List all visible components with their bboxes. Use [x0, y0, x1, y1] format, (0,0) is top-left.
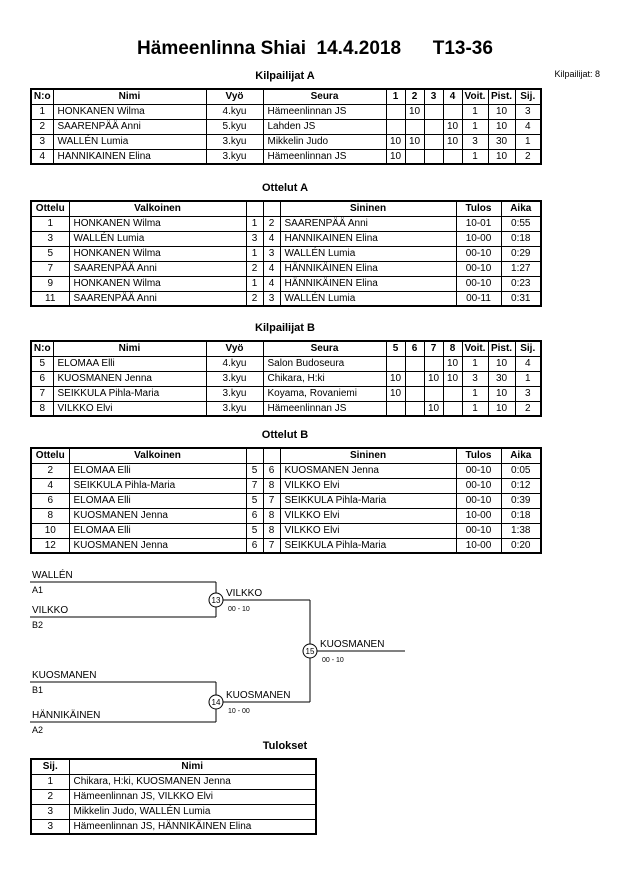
table-cell: 10 — [424, 371, 443, 386]
table-cell: 10-00 — [456, 538, 501, 553]
table-row — [31, 149, 541, 164]
table-cell: Koyama, Rovaniemi — [263, 386, 386, 401]
table-row — [31, 463, 541, 478]
table-cell: 5 — [246, 523, 263, 538]
table-cell: 8 — [263, 508, 280, 523]
column-header: Seura — [263, 341, 386, 356]
table-cell: 00-11 — [456, 291, 501, 306]
table-cell: 1 — [462, 149, 488, 164]
column-header — [263, 201, 280, 216]
table-cell — [405, 401, 424, 416]
column-header: Valkoinen — [69, 448, 246, 463]
table-cell: Hämeenlinnan JS — [263, 104, 386, 119]
table-cell: 10 — [488, 104, 515, 119]
table-cell: WALLÉN Lumia — [280, 246, 456, 261]
table-cell: 0:31 — [501, 291, 541, 306]
table-cell: 3 — [31, 134, 53, 149]
section-title-kilpailijat-b: Kilpailijat B — [255, 322, 315, 334]
table-cell: 1 — [462, 356, 488, 371]
table-cell — [443, 386, 462, 401]
section-title-kilpailijat-a: Kilpailijat A — [255, 70, 315, 82]
table-cell: SAARENPÄÄ Anni — [69, 291, 246, 306]
table-row — [31, 261, 541, 276]
table-cell: HONKANEN Wilma — [69, 276, 246, 291]
table-cell: 5 — [246, 493, 263, 508]
table-cell — [424, 356, 443, 371]
ottelut-b-table — [30, 447, 542, 554]
table-row — [31, 104, 541, 119]
column-header: Valkoinen — [69, 201, 246, 216]
table-cell: 30 — [488, 371, 515, 386]
table-cell: 10-00 — [456, 508, 501, 523]
table-cell — [405, 356, 424, 371]
table-row — [31, 231, 541, 246]
table-cell: 1 — [462, 104, 488, 119]
table-cell: HANNIKAINEN Elina — [280, 231, 456, 246]
table-cell: 10 — [488, 356, 515, 371]
table-cell: 8 — [31, 401, 53, 416]
table-cell: 0:23 — [501, 276, 541, 291]
column-header: Nimi — [69, 759, 316, 774]
table-cell: Salon Budoseura — [263, 356, 386, 371]
table-cell: 2 — [31, 463, 69, 478]
column-header — [246, 448, 263, 463]
header-row — [31, 448, 541, 463]
bracket-slot-seed: A2 — [32, 725, 44, 735]
column-header: Tulos — [456, 201, 501, 216]
tulokset-table — [30, 758, 317, 835]
table-cell — [386, 119, 405, 134]
table-cell: 3 — [246, 231, 263, 246]
column-header: Seura — [263, 89, 386, 104]
table-cell: 10 — [386, 371, 405, 386]
table-row — [31, 774, 316, 789]
column-header: Vyö — [206, 89, 263, 104]
table-cell: Chikara, H:ki, KUOSMANEN Jenna — [69, 774, 316, 789]
match-13-winner: VILKKO — [226, 588, 263, 599]
column-header: 4 — [443, 89, 462, 104]
table-cell: ELOMAA Elli — [69, 523, 246, 538]
table-cell: 4 — [263, 231, 280, 246]
table-cell: 1 — [462, 386, 488, 401]
table-cell: Hämeenlinnan JS, VILKKO Elvi — [69, 789, 316, 804]
table-cell: 8 — [31, 508, 69, 523]
ottelut-a-table — [30, 200, 542, 307]
table-row — [31, 276, 541, 291]
table-row — [31, 401, 541, 416]
table-cell: 4.kyu — [206, 356, 263, 371]
table-cell — [405, 119, 424, 134]
table-cell: HANNIKAINEN Elina — [53, 149, 206, 164]
table-cell — [424, 386, 443, 401]
table-cell: SEIKKULA Pihla-Maria — [280, 538, 456, 553]
table-cell: 3 — [462, 371, 488, 386]
table-cell: SAARENPÄÄ Anni — [69, 261, 246, 276]
header-row — [31, 201, 541, 216]
table-cell: 10-00 — [456, 231, 501, 246]
table-cell: 10 — [386, 149, 405, 164]
table-cell: 11 — [31, 291, 69, 306]
table-cell — [443, 149, 462, 164]
table-cell: 10 — [488, 386, 515, 401]
match-14-winner: KUOSMANEN — [226, 690, 291, 701]
column-header: Aika — [501, 201, 541, 216]
bracket-slot-seed: A1 — [32, 585, 44, 595]
table-cell: 10 — [386, 134, 405, 149]
table-cell: 2 — [515, 149, 541, 164]
table-row — [31, 291, 541, 306]
table-cell: 3 — [263, 291, 280, 306]
column-header: Nimi — [53, 89, 206, 104]
column-header: N:o — [31, 89, 53, 104]
table-cell: 10 — [405, 134, 424, 149]
content — [30, 70, 540, 835]
table-cell — [405, 149, 424, 164]
table-cell — [405, 386, 424, 401]
table-cell: 1:38 — [501, 523, 541, 538]
table-cell: SAARENPÄÄ Anni — [53, 119, 206, 134]
table-cell: 00-10 — [456, 478, 501, 493]
table-row — [31, 493, 541, 508]
table-cell: HONKANEN Wilma — [53, 104, 206, 119]
table-cell: 2 — [263, 216, 280, 231]
page-title: Hämeenlinna Shiai 14.4.2018 T13-36 — [137, 38, 493, 59]
table-cell: 00-10 — [456, 523, 501, 538]
table-cell: HONKANEN Wilma — [69, 246, 246, 261]
table-cell: 1 — [515, 134, 541, 149]
table-cell: KUOSMANEN Jenna — [69, 538, 246, 553]
table-row — [31, 246, 541, 261]
table-cell — [443, 401, 462, 416]
table-cell: 4.kyu — [206, 104, 263, 119]
table-cell: 6 — [263, 463, 280, 478]
table-cell: 2 — [31, 119, 53, 134]
table-cell: Mikkelin Judo, WALLÉN Lumia — [69, 804, 316, 819]
table-cell: Mikkelin Judo — [263, 134, 386, 149]
table-cell: Chikara, H:ki — [263, 371, 386, 386]
table-cell: VILKKO Elvi — [280, 478, 456, 493]
table-cell — [424, 104, 443, 119]
table-row — [31, 134, 541, 149]
table-cell — [424, 119, 443, 134]
table-cell: 8 — [263, 523, 280, 538]
table-cell: 10 — [443, 371, 462, 386]
table-cell: Lahden JS — [263, 119, 386, 134]
table-cell: 1 — [246, 246, 263, 261]
table-cell: 1 — [246, 276, 263, 291]
bracket-slot-seed: B1 — [32, 685, 44, 695]
table-cell — [424, 134, 443, 149]
table-cell: 3.kyu — [206, 401, 263, 416]
table-cell: 1 — [462, 401, 488, 416]
table-cell: 1 — [31, 774, 69, 789]
column-header: 5 — [386, 341, 405, 356]
table-cell: 5.kyu — [206, 119, 263, 134]
match-15-winner: KUOSMANEN — [320, 639, 385, 650]
table-cell: 00-10 — [456, 246, 501, 261]
table-row — [31, 478, 541, 493]
column-header: Sij. — [515, 89, 541, 104]
table-cell: 2 — [515, 401, 541, 416]
competitors-count: Kilpailijat: 8 — [554, 69, 600, 79]
table-row — [31, 216, 541, 231]
table-row — [31, 386, 541, 401]
column-header: Aika — [501, 448, 541, 463]
table-cell: 3 — [462, 134, 488, 149]
table-cell: KUOSMANEN Jenna — [69, 508, 246, 523]
match-14-number: 14 — [211, 698, 221, 707]
bracket-slot-name: KUOSMANEN — [32, 670, 97, 681]
table-cell: 5 — [246, 463, 263, 478]
table-cell: WALLÉN Lumia — [69, 231, 246, 246]
table-cell: 3 — [263, 246, 280, 261]
table-row — [31, 356, 541, 371]
table-cell: 30 — [488, 134, 515, 149]
table-cell: 1 — [462, 119, 488, 134]
table-cell: 4 — [515, 356, 541, 371]
column-header: Nimi — [53, 341, 206, 356]
table-cell: 3 — [31, 819, 69, 834]
table-cell: SAARENPÄÄ Anni — [280, 216, 456, 231]
column-header: Vyö — [206, 341, 263, 356]
table-cell: 4 — [263, 276, 280, 291]
table-cell — [443, 104, 462, 119]
match-13-score: 00 - 10 — [228, 606, 250, 613]
section-title-ottelut-a: Ottelut A — [261, 182, 309, 194]
table-cell: 10 — [488, 119, 515, 134]
table-cell: 1 — [246, 216, 263, 231]
final-bracket — [30, 560, 540, 738]
table-cell: 6 — [31, 493, 69, 508]
table-cell: VILKKO Elvi — [53, 401, 206, 416]
table-cell: 0:18 — [501, 231, 541, 246]
table-cell: 4 — [31, 149, 53, 164]
table-row — [31, 819, 316, 834]
table-cell: 0:39 — [501, 493, 541, 508]
table-cell: Hämeenlinnan JS — [263, 149, 386, 164]
header-row — [31, 341, 541, 356]
table-cell: 0:55 — [501, 216, 541, 231]
column-header: N:o — [31, 341, 53, 356]
table-cell: 0:12 — [501, 478, 541, 493]
column-header: 3 — [424, 89, 443, 104]
table-cell: 3.kyu — [206, 134, 263, 149]
match-15-score: 00 - 10 — [322, 657, 344, 664]
table-cell: 10 — [443, 356, 462, 371]
column-header: Pist. — [488, 341, 515, 356]
column-header: Ottelu — [31, 201, 69, 216]
table-row — [31, 508, 541, 523]
table-cell: SEIKKULA Pihla-Maria — [69, 478, 246, 493]
table-cell — [386, 401, 405, 416]
table-row — [31, 789, 316, 804]
table-cell: KUOSMANEN Jenna — [280, 463, 456, 478]
column-header: Sij. — [515, 341, 541, 356]
table-cell: 8 — [263, 478, 280, 493]
bracket-slot-name: HÄNNIKÄINEN — [32, 710, 101, 721]
table-cell: 2 — [31, 789, 69, 804]
table-cell: 6 — [31, 371, 53, 386]
table-cell: SEIKKULA Pihla-Maria — [280, 493, 456, 508]
table-cell: Hämeenlinnan JS — [263, 401, 386, 416]
column-header: 2 — [405, 89, 424, 104]
column-header: 8 — [443, 341, 462, 356]
match-15-number: 15 — [305, 647, 315, 656]
table-cell: 3.kyu — [206, 386, 263, 401]
match-14-score: 10 - 00 — [228, 708, 250, 715]
table-row — [31, 371, 541, 386]
table-cell: 7 — [263, 538, 280, 553]
table-cell: 0:29 — [501, 246, 541, 261]
table-cell: 0:05 — [501, 463, 541, 478]
table-row — [31, 804, 316, 819]
kilpailijat-b-table — [30, 340, 542, 417]
table-cell: 00-10 — [456, 261, 501, 276]
table-cell: VILKKO Elvi — [280, 508, 456, 523]
table-cell: 7 — [31, 261, 69, 276]
table-cell: 2 — [246, 261, 263, 276]
column-header: Sininen — [280, 201, 456, 216]
table-cell: 5 — [31, 246, 69, 261]
column-header — [246, 201, 263, 216]
table-row — [31, 119, 541, 134]
table-cell: 10 — [443, 134, 462, 149]
table-cell: WALLÉN Lumia — [280, 291, 456, 306]
table-cell — [386, 356, 405, 371]
table-cell: 6 — [246, 508, 263, 523]
table-cell: 3 — [31, 804, 69, 819]
table-cell: 7 — [31, 386, 53, 401]
table-cell: 3.kyu — [206, 371, 263, 386]
table-cell: SEIKKULA Pihla-Maria — [53, 386, 206, 401]
bracket-slot-name: WALLÉN — [32, 570, 73, 581]
table-cell: 10 — [443, 119, 462, 134]
table-cell: 00-10 — [456, 493, 501, 508]
table-cell: 1 — [31, 216, 69, 231]
table-cell: 6 — [246, 538, 263, 553]
section-title-ottelut-b: Ottelut B — [261, 429, 309, 441]
table-cell: 4 — [31, 478, 69, 493]
table-cell: 10 — [31, 523, 69, 538]
table-cell: 00-10 — [456, 276, 501, 291]
table-cell: 2 — [246, 291, 263, 306]
header-row — [31, 759, 316, 774]
table-cell: ELOMAA Elli — [53, 356, 206, 371]
table-cell — [405, 371, 424, 386]
table-cell: 10-01 — [456, 216, 501, 231]
table-row — [31, 538, 541, 553]
table-cell: HÄNNIKÄINEN Elina — [280, 276, 456, 291]
table-row — [31, 523, 541, 538]
column-header: Voit. — [462, 89, 488, 104]
table-cell: ELOMAA Elli — [69, 493, 246, 508]
table-cell: 10 — [405, 104, 424, 119]
table-cell: 9 — [31, 276, 69, 291]
column-header: Sij. — [31, 759, 69, 774]
bracket-slot-name: VILKKO — [32, 605, 69, 616]
bracket-slot-seed: B2 — [32, 620, 44, 630]
header-row — [31, 89, 541, 104]
section-title-tulokset: Tulokset — [262, 740, 308, 752]
table-cell: 1 — [515, 371, 541, 386]
table-cell — [424, 149, 443, 164]
table-cell: 12 — [31, 538, 69, 553]
table-cell: VILKKO Elvi — [280, 523, 456, 538]
table-cell: 1:27 — [501, 261, 541, 276]
table-cell — [386, 104, 405, 119]
table-cell: 1 — [31, 104, 53, 119]
table-cell: WALLÉN Lumia — [53, 134, 206, 149]
table-cell: 3 — [31, 231, 69, 246]
column-header: 6 — [405, 341, 424, 356]
table-cell: HONKANEN Wilma — [69, 216, 246, 231]
table-cell: 10 — [488, 149, 515, 164]
column-header: Tulos — [456, 448, 501, 463]
table-cell: 3 — [515, 386, 541, 401]
column-header — [263, 448, 280, 463]
column-header: Pist. — [488, 89, 515, 104]
column-header: Sininen — [280, 448, 456, 463]
column-header: 1 — [386, 89, 405, 104]
column-header: Ottelu — [31, 448, 69, 463]
table-cell: Hämeenlinnan JS, HÄNNIKÄINEN Elina — [69, 819, 316, 834]
table-cell: HÄNNIKÄINEN Elina — [280, 261, 456, 276]
table-cell: 4 — [515, 119, 541, 134]
column-header: 7 — [424, 341, 443, 356]
table-cell: 4 — [263, 261, 280, 276]
kilpailijat-a-table — [30, 88, 542, 165]
table-cell: 00-10 — [456, 463, 501, 478]
table-cell: 0:18 — [501, 508, 541, 523]
table-cell: 10 — [424, 401, 443, 416]
table-cell: 7 — [263, 493, 280, 508]
table-cell: 3 — [515, 104, 541, 119]
column-header: Voit. — [462, 341, 488, 356]
table-cell: 0:20 — [501, 538, 541, 553]
table-cell: KUOSMANEN Jenna — [53, 371, 206, 386]
match-13-number: 13 — [211, 596, 221, 605]
table-cell: 5 — [31, 356, 53, 371]
table-cell: 10 — [488, 401, 515, 416]
table-cell: 3.kyu — [206, 149, 263, 164]
table-cell: 7 — [246, 478, 263, 493]
table-cell: ELOMAA Elli — [69, 463, 246, 478]
table-cell: 10 — [386, 386, 405, 401]
